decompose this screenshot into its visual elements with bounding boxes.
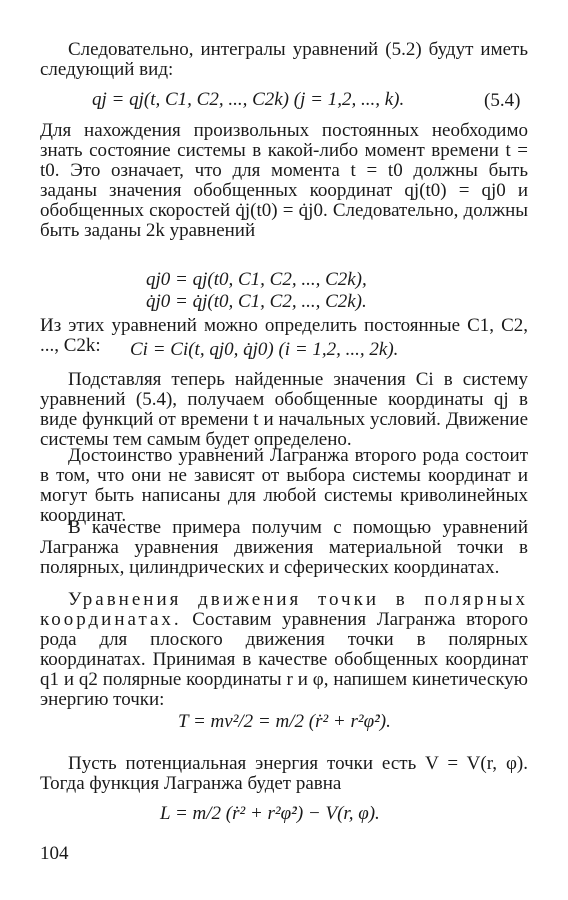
paragraph-7-text: Составим уравнения Лагранжа второго рода для плоского движения точки в полярных координатах. Принимая в качестве обобщенных координат q1 и q2 полярные координаты r и φ, напишем кинетическую энергию точки: [40,609,528,710]
equation-number: (5.4) [484,90,521,111]
paragraph-5: Достоинство уравнений Лагранжа второго рода состоит в том, что они не зависят от выбора системы координат и могут быть написаны для любой системы криволинейных координат. [40,445,528,526]
equation-5-4: qj = qj(t, C1, C2, ..., C2k) (j = 1,2, ..., k). [92,89,405,110]
page-number: 104 [40,843,69,864]
section-heading-spaced: Уравнения движения точки в полярных координатах. [40,589,528,630]
paragraph-6: В качестве примера получим с помощью уравнений Лагранжа уравнения движения материальной точки в полярных, цилиндрических и сферических координатах. [40,517,528,578]
paragraph-8: Пусть потенциальная энергия точки есть V = V(r, φ). Тогда функция Лагранжа будет равна [40,753,528,794]
equation-lagrangian: L = m/2 (ṙ² + r²φ̇²) − V(r, φ). [160,803,380,824]
equation-kinetic-energy: T = mv²/2 = m/2 (ṙ² + r²φ̇²). [178,711,391,732]
paragraph-7 [40,590,528,710]
equation-initial-coordinates: qj0 = qj(t0, C1, C2, ..., C2k), [146,269,367,290]
paragraph-1: Следовательно, интегралы уравнений (5.2) будут иметь следующий вид: [40,39,528,80]
paragraph-2: Для нахождения произвольных постоянных необходимо знать состояние системы в какой-либо момент времени t = t0. Это означает, что для момента t = t0 должны быть заданы значения обобщенных координат qj(t0) = qj0 и обобщенных скоростей q̇j(t0) = q̇j0. Следовательно, должны быть заданы 2k уравнений [40,120,528,241]
paragraph-3: Из этих уравнений можно определить постоянные C1, C2, ..., C2k: [40,315,528,356]
equation-initial-velocities: q̇j0 = q̇j(t0, C1, C2, ..., C2k). [146,291,367,312]
equation-constants: Ci = Ci(t, qj0, q̇j0) (i = 1,2, ..., 2k). [130,339,399,360]
paragraph-4: Подставляя теперь найденные значения Ci в систему уравнений (5.4), получаем обобщенные координаты qj в виде функций от времени t и начальных условий. Движение системы тем самым будет определено. [40,369,528,450]
